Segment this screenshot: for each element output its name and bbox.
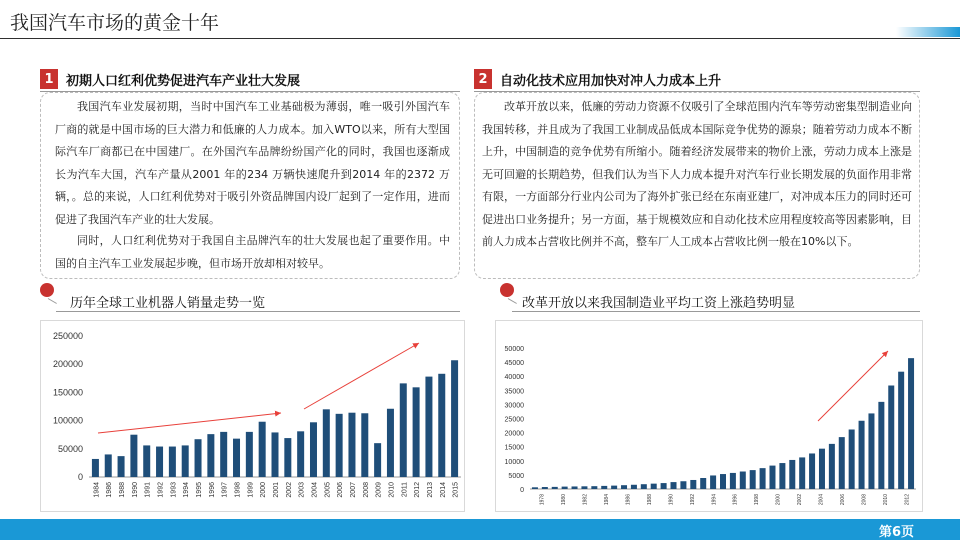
- x-tick-label: 1991: [144, 482, 152, 498]
- y-tick-label: 150000: [52, 387, 83, 398]
- y-tick-label: 40000: [504, 374, 524, 382]
- chart-1-pin-icon: [40, 283, 54, 297]
- bar: [829, 444, 835, 489]
- section-2-title: 自动化技术应用加快对冲人力成本上升: [500, 73, 722, 89]
- x-tick-label: 1984: [604, 494, 611, 506]
- x-tick-label: 1988: [646, 494, 653, 506]
- bar: [799, 457, 805, 489]
- section-2-number: 2: [474, 69, 492, 89]
- chart-1-container: [40, 320, 465, 512]
- section-1-paragraph-1: 我国汽车业发展初期，当时中国汽车工业基础极为薄弱，唯一吸引外国汽车厂商的就是中国市场的巨大潜力和低廉的人力成本。加入WTO以来，所有大型国际汽车厂商都已在中国建厂。在外国汽车品牌纷纷国产化的同时，我国也逐渐成长为汽车大国，汽车产量从2001 年的234 万辆快速爬升到2014 年的2372 万辆，。总的来说，人口红利优势对于吸引外资品牌国内设厂起到了一定作用，进而促进了我国汽车产业的壮大发展。: [55, 100, 450, 226]
- trend-arrow: [818, 351, 888, 421]
- x-tick-label: 1986: [106, 482, 114, 498]
- bar: [156, 447, 163, 477]
- bar: [769, 466, 775, 489]
- bar: [169, 447, 176, 477]
- section-1-paragraph-2: 同时，人口红利优势对于我国自主品牌汽车的壮大发展也起了重要作用。中国的自主汽车工业发展起步晚，但市场开放却相对较早。: [55, 234, 450, 270]
- x-tick-label: 2010: [388, 482, 396, 498]
- x-tick-label: 1997: [221, 482, 229, 498]
- bar: [671, 482, 677, 489]
- y-tick-label: 0: [520, 487, 524, 494]
- bar: [859, 421, 865, 489]
- bar: [809, 453, 815, 489]
- y-tick-label: 100000: [52, 415, 83, 426]
- y-tick-label: 35000: [504, 388, 524, 396]
- bar: [374, 443, 381, 477]
- x-tick-label: 1988: [119, 482, 127, 498]
- bar: [284, 438, 291, 477]
- bar: [730, 473, 736, 489]
- bar: [878, 402, 884, 489]
- bar: [819, 449, 825, 489]
- y-tick-label: 15000: [504, 444, 524, 452]
- bar: [611, 486, 617, 489]
- bar: [839, 437, 845, 489]
- x-tick-label: 1990: [668, 494, 675, 506]
- bar: [591, 486, 597, 489]
- bar: [220, 432, 227, 477]
- x-tick-label: 1990: [131, 482, 139, 498]
- x-tick-label: 2001: [273, 482, 280, 498]
- bar: [233, 439, 240, 477]
- bar: [207, 434, 214, 477]
- bar: [700, 478, 706, 489]
- bar: [898, 372, 904, 489]
- bar: [297, 431, 304, 477]
- x-tick-label: 1984: [93, 482, 101, 498]
- x-tick-label: 1982: [582, 494, 589, 506]
- bar: [562, 487, 568, 489]
- bar: [690, 480, 696, 489]
- y-tick-label: 250000: [52, 331, 83, 341]
- bar: [438, 374, 445, 477]
- y-tick-label: 5000: [508, 472, 524, 480]
- bar: [105, 454, 112, 477]
- x-tick-label: 2005: [324, 482, 332, 498]
- bar: [581, 486, 587, 489]
- y-tick-label: 10000: [504, 458, 524, 466]
- x-tick-label: 1994: [711, 494, 718, 506]
- x-tick-label: 2009: [375, 482, 383, 498]
- bar: [143, 445, 150, 477]
- x-tick-label: 1993: [170, 482, 178, 498]
- x-tick-label: 2007: [349, 482, 357, 498]
- chart-2-container: [495, 320, 923, 512]
- bar: [651, 484, 657, 489]
- bar: [246, 432, 253, 477]
- x-tick-label: 2000: [775, 494, 782, 506]
- chart-2-pin-tail: [508, 298, 517, 304]
- chart-2-plot: [496, 321, 924, 513]
- bar: [779, 463, 785, 489]
- chart-1-rule: [56, 311, 460, 312]
- title-divider: [0, 38, 960, 39]
- bar: [272, 432, 279, 477]
- bar: [532, 487, 538, 489]
- chart-1-title: 历年全球工业机器人销量走势一览: [70, 296, 266, 311]
- chart-2-rule: [512, 311, 920, 312]
- y-tick-label: 25000: [504, 416, 524, 424]
- y-tick-label: 20000: [504, 430, 524, 438]
- x-tick-label: 1980: [561, 494, 568, 506]
- bar: [542, 487, 548, 489]
- page-title: 我国汽车市场的黄金十年: [10, 12, 220, 34]
- x-tick-label: 1995: [196, 482, 204, 498]
- bar: [310, 422, 317, 477]
- x-tick-label: 1992: [157, 482, 165, 498]
- bar: [92, 459, 99, 477]
- bar: [720, 474, 726, 489]
- bar: [641, 484, 647, 489]
- bar: [259, 422, 266, 477]
- x-tick-label: 1992: [689, 494, 696, 506]
- bar: [400, 383, 407, 477]
- section-1-title: 初期人口红利优势促进汽车产业壮大发展: [66, 73, 301, 89]
- bar: [182, 445, 189, 477]
- x-tick-label: 2003: [298, 482, 306, 498]
- x-tick-label: 1978: [539, 494, 546, 506]
- bar: [631, 485, 637, 489]
- y-tick-label: 50000: [504, 346, 524, 353]
- bar: [118, 456, 125, 477]
- bar: [425, 377, 432, 477]
- chart-2-pin-icon: [500, 283, 514, 297]
- x-tick-label: 2010: [882, 494, 889, 506]
- x-tick-label: 2006: [839, 494, 846, 506]
- x-tick-label: 2012: [414, 482, 422, 498]
- x-tick-label: 2004: [818, 494, 825, 506]
- x-tick-label: 2006: [337, 482, 345, 498]
- bar: [849, 429, 855, 489]
- chart-1-pin-tail: [48, 298, 57, 304]
- x-tick-label: 1998: [234, 482, 242, 498]
- bar: [361, 413, 368, 477]
- section-2-header: [474, 68, 721, 90]
- x-tick-label: 2002: [797, 494, 804, 506]
- bar: [323, 409, 330, 477]
- bar: [413, 387, 420, 477]
- x-tick-label: 1986: [625, 494, 632, 506]
- bar: [661, 483, 667, 489]
- chart-1-plot: [41, 321, 466, 513]
- x-tick-label: 1994: [183, 482, 191, 498]
- bar: [740, 472, 746, 489]
- x-tick-label: 2012: [904, 494, 911, 506]
- y-tick-label: 50000: [57, 443, 83, 454]
- trend-arrow: [98, 413, 281, 433]
- bar: [451, 360, 458, 477]
- x-tick-label: 1998: [754, 494, 761, 506]
- x-tick-label: 1996: [208, 482, 216, 498]
- bar: [601, 486, 607, 489]
- section-1-header: [40, 68, 300, 90]
- x-tick-label: 2002: [285, 482, 293, 498]
- y-tick-label: 200000: [52, 359, 83, 370]
- bar: [195, 439, 202, 477]
- bar: [680, 481, 686, 489]
- bar: [750, 470, 756, 489]
- x-tick-label: 2008: [362, 482, 370, 498]
- x-tick-label: 2013: [426, 482, 434, 498]
- title-accent-bar: [896, 27, 960, 37]
- x-tick-label: 2011: [401, 482, 409, 498]
- x-tick-label: 2004: [311, 482, 319, 498]
- x-tick-label: 2015: [452, 482, 460, 498]
- y-tick-label: 30000: [504, 402, 524, 410]
- bar: [552, 487, 558, 489]
- chart-2-title: 改革开放以来我国制造业平均工资上涨趋势明显: [522, 296, 796, 311]
- bar: [868, 413, 874, 489]
- x-tick-label: 2008: [861, 494, 868, 506]
- x-tick-label: 1996: [732, 494, 739, 506]
- page-number: 第6页: [878, 525, 914, 540]
- footer-bar: [0, 519, 960, 540]
- bar: [710, 475, 716, 489]
- bar: [908, 358, 914, 489]
- y-tick-label: 0: [77, 472, 83, 482]
- bar: [789, 460, 795, 489]
- bar: [760, 468, 766, 489]
- bar: [572, 486, 578, 489]
- x-tick-label: 1999: [247, 482, 255, 498]
- section-1-number: 1: [40, 69, 58, 89]
- bar: [348, 413, 355, 477]
- x-tick-label: 2014: [439, 482, 447, 498]
- bar: [336, 414, 343, 477]
- bar: [130, 435, 137, 477]
- section-2-paragraph-1: 改革开放以来，低廉的劳动力资源不仅吸引了全球范围内汽车等劳动密集型制造业向我国转移，并且成为了我国工业制成品低成本国际竞争优势的源泉；随着劳动力成本不断上升，中国制造的竞争优势有所缩小。随着经济发展带来的物价上涨，劳动力成本上涨是无可回避的长期趋势，但我们认为当下人力成本提升对汽车行业长期发展的负面作用非常有限，一方面部分行业内公司为了海外扩张已经在东南亚建厂，对冲成本压力的同时还可促进出口业务提升；另一方面，基于规模效应和自动化技术应用程度较高等因素影响，目前人力成本占营收比例并不高，整车厂人工成本占营收比例一般在10%以下。: [482, 100, 912, 248]
- bar: [387, 409, 394, 477]
- y-tick-label: 45000: [504, 360, 524, 368]
- bar: [888, 386, 894, 489]
- x-tick-label: 2000: [260, 482, 268, 498]
- bar: [621, 485, 627, 489]
